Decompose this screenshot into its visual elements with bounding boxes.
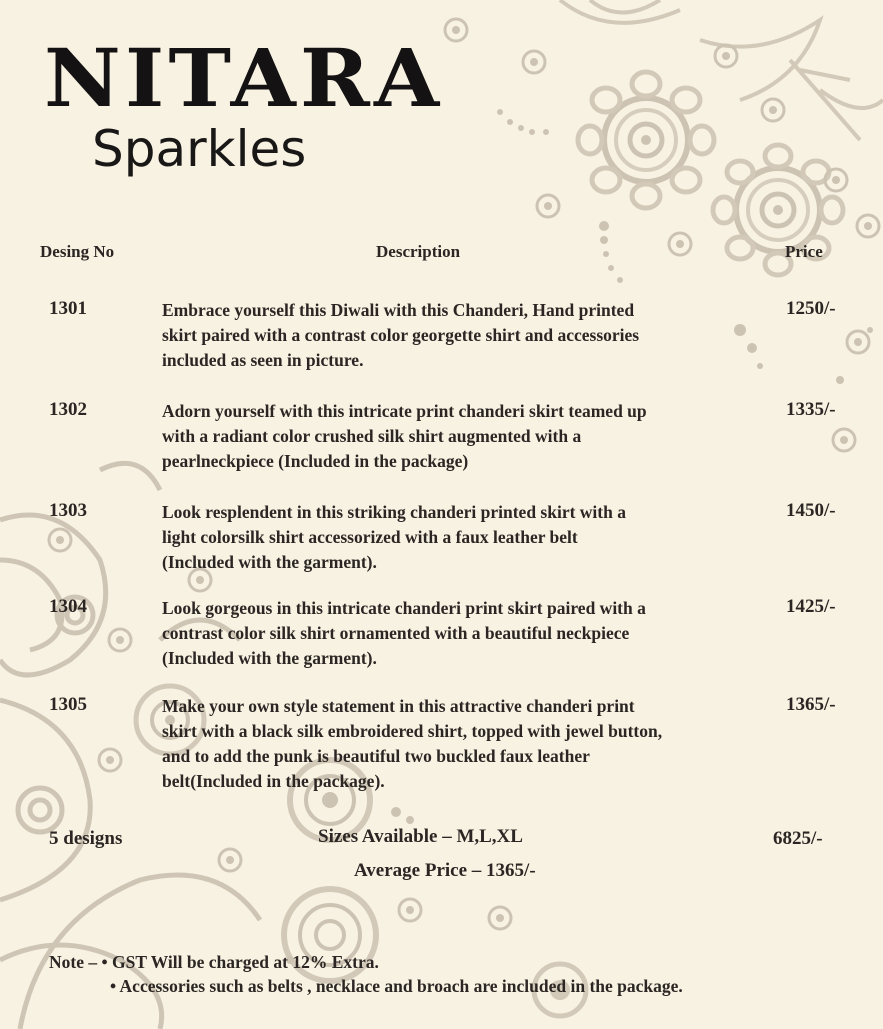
design-number: 1301 [49, 298, 87, 319]
description-line: and to add the punk is beautiful two buckled faux leather [162, 746, 590, 766]
design-price: 1250/- [786, 298, 836, 319]
description-line: Look resplendent in this striking chanderi printed skirt with a [162, 502, 626, 522]
design-description [162, 500, 757, 575]
design-price: 1450/- [786, 500, 836, 521]
column-header-description: Description [376, 242, 461, 261]
description-line: (Included with the garment). [162, 648, 377, 668]
design-count: 5 designs [49, 828, 123, 849]
design-price: 1365/- [786, 694, 836, 715]
design-number: 1304 [49, 596, 87, 617]
collection-title: Sparkles [92, 120, 307, 178]
sizes-available: Sizes Available – M,L,XL [318, 826, 523, 847]
brand-logo: NITARA [44, 31, 444, 125]
design-description [162, 298, 757, 373]
description-line: Adorn yourself with this intricate print chanderi skirt teamed up [162, 401, 647, 421]
description-line: contrast color silk shirt ornamented with a beautiful neckpiece [162, 623, 630, 643]
total-price: 6825/- [773, 828, 823, 849]
design-price: 1335/- [786, 399, 836, 420]
note-gst: Note – • GST Will be charged at 12% Extra. [49, 952, 379, 972]
design-number: 1305 [49, 694, 87, 715]
description-line: pearlneckpiece (Included in the package) [162, 451, 469, 471]
design-number: 1302 [49, 399, 87, 420]
design-description [162, 399, 757, 474]
description-line: Make your own style statement in this attractive chanderi print [162, 696, 635, 716]
column-header-design-no: Desing No [40, 242, 115, 261]
note-accessories: • Accessories such as belts , necklace and broach are included in the package. [110, 976, 683, 996]
column-header-price: Price [785, 242, 823, 261]
description-line: (Included with the garment). [162, 552, 377, 572]
description-line: skirt paired with a contrast color georgette shirt and accessories [162, 325, 640, 345]
description-line: belt(Included in the package). [162, 771, 385, 791]
design-number: 1303 [49, 500, 87, 521]
description-line: Embrace yourself this Diwali with this Chanderi, Hand printed [162, 300, 635, 320]
design-description [162, 596, 757, 671]
description-line: Look gorgeous in this intricate chanderi print skirt paired with a [162, 598, 646, 618]
average-price: Average Price – 1365/- [354, 860, 536, 881]
design-price: 1425/- [786, 596, 836, 617]
description-line: light colorsilk shirt accessorized with a faux leather belt [162, 527, 578, 547]
description-line: included as seen in picture. [162, 350, 364, 370]
design-description [162, 694, 757, 794]
description-line: skirt with a black silk embroidered shirt, topped with jewel button, [162, 721, 663, 741]
description-line: with a radiant color crushed silk shirt augmented with a [162, 426, 582, 446]
